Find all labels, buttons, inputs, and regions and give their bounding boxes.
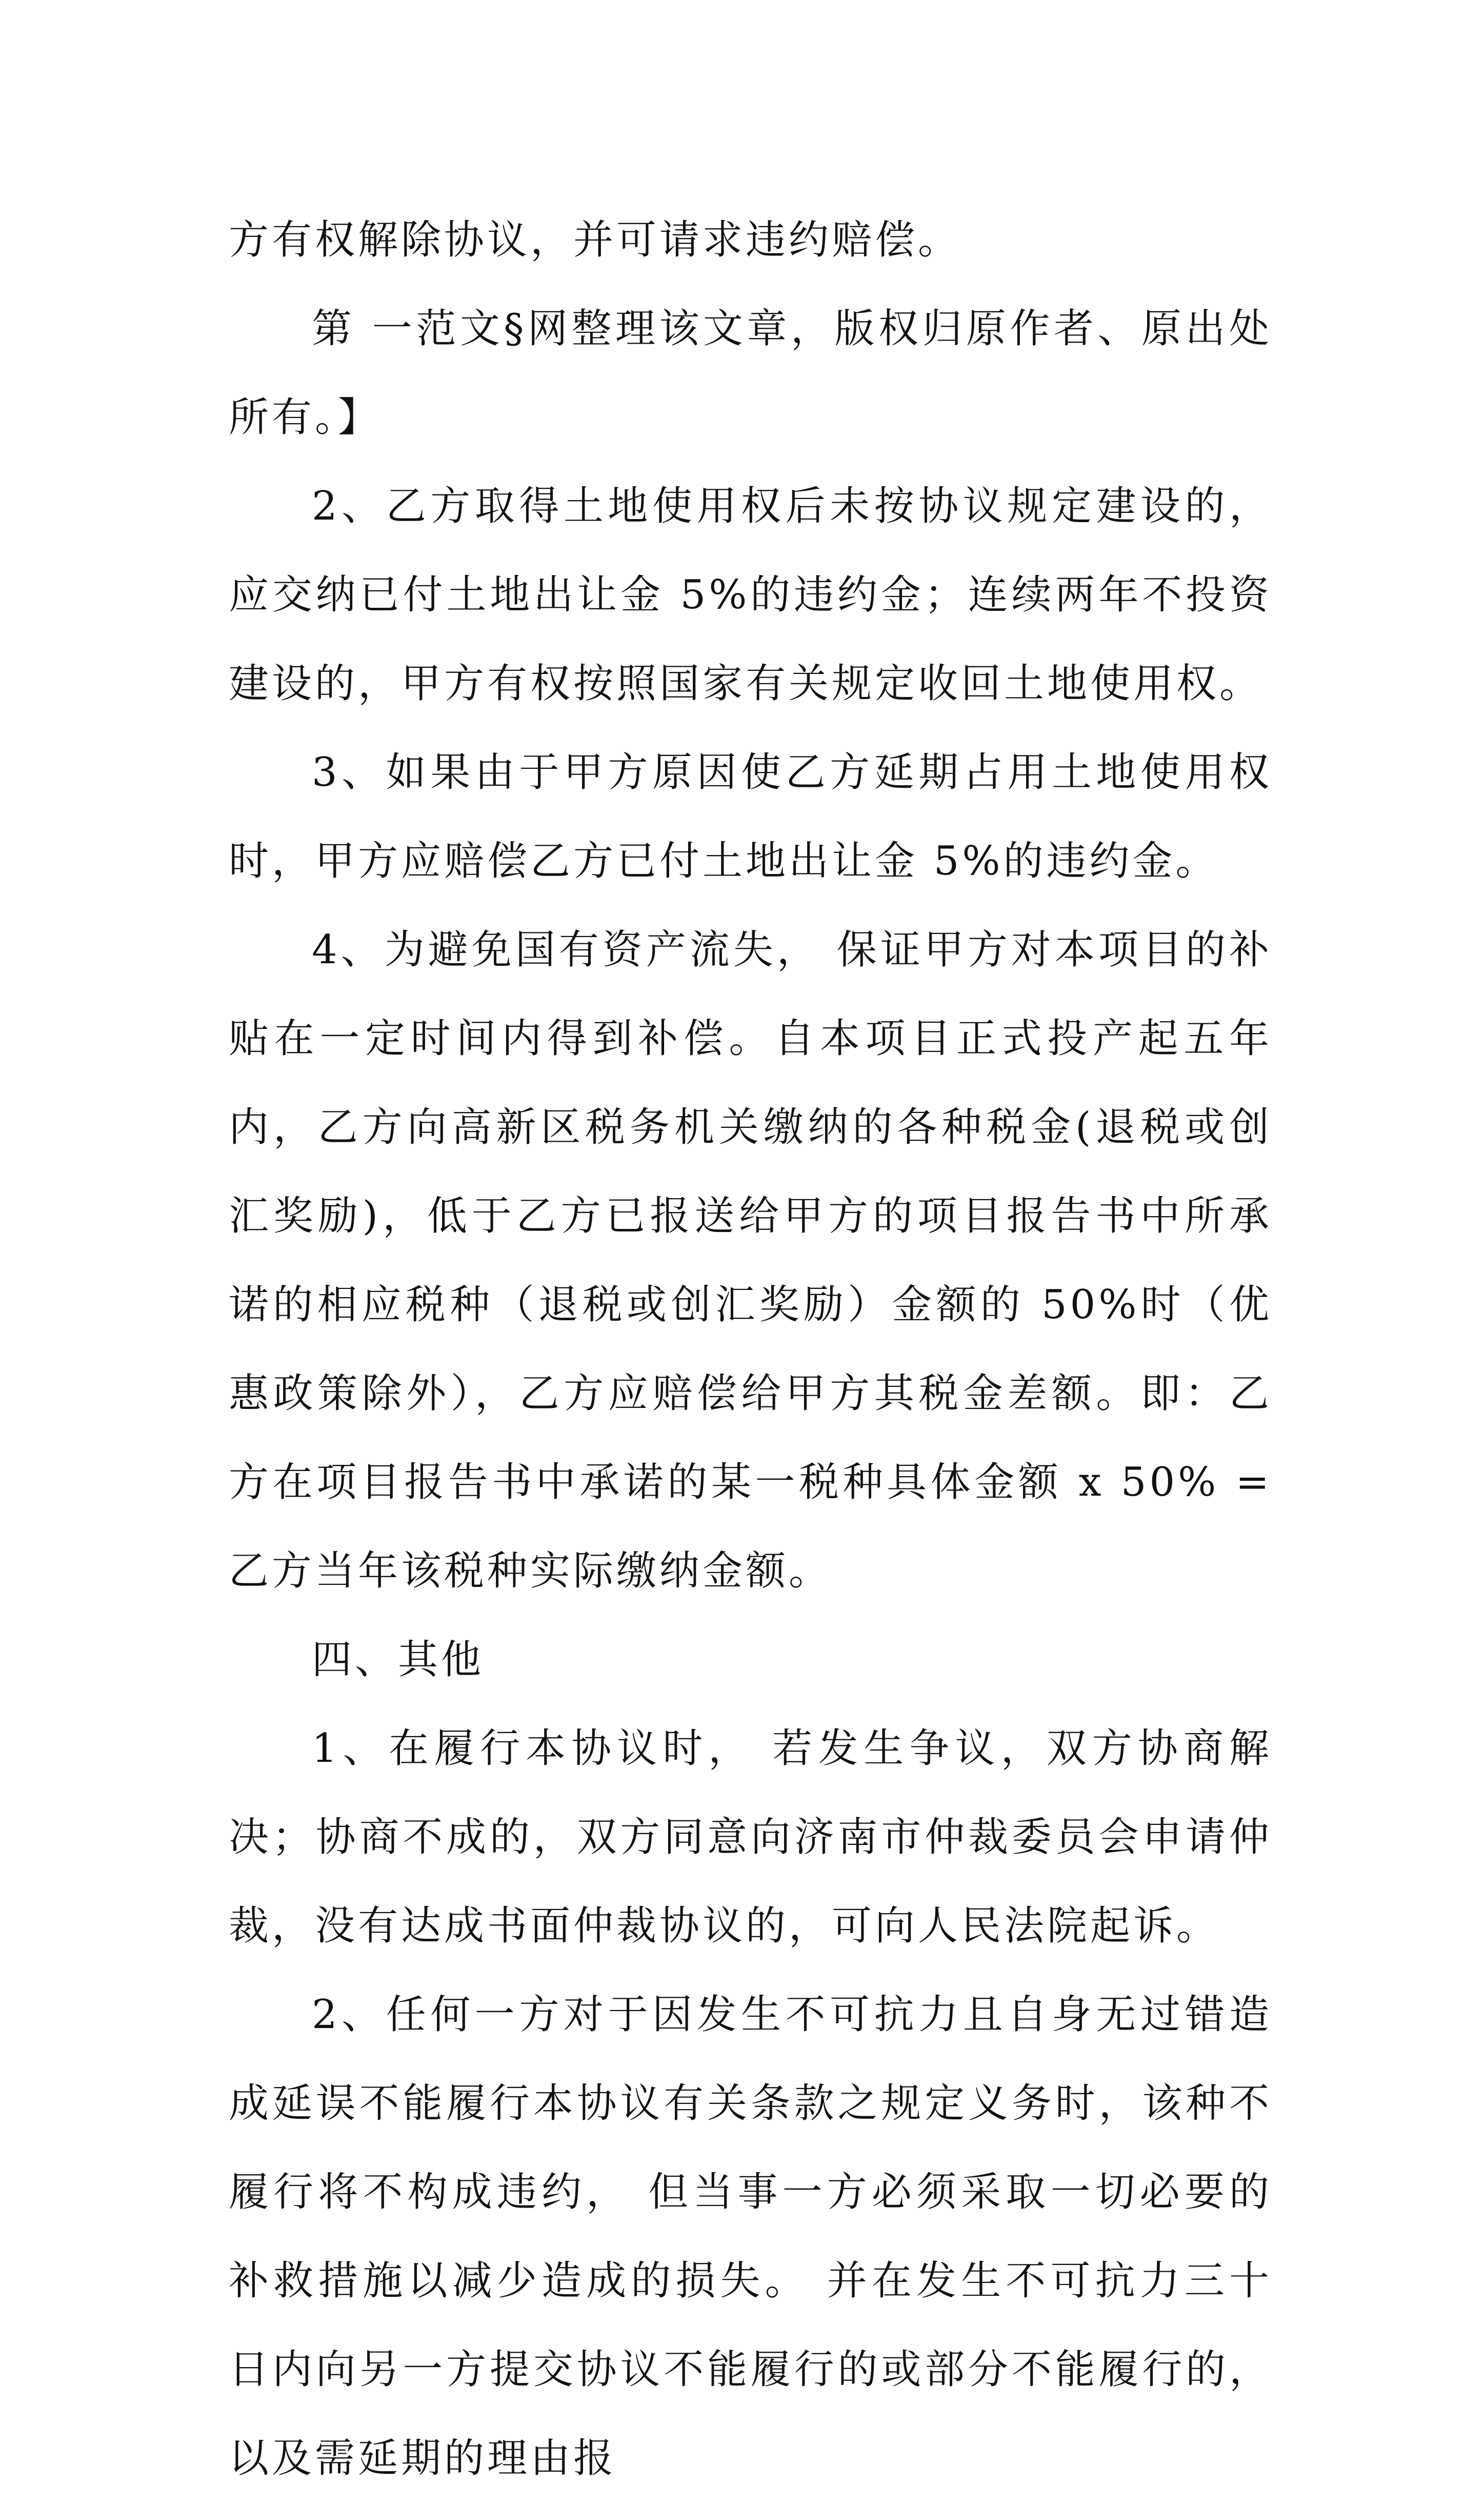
paragraph-other-1: 1、在履行本协议时， 若发生争议，双方协商解决；协商不成的，双方同意向济南市仲裁委员会申请仲裁，没有达成书面仲裁协议的，可向人民法院起诉。 bbox=[229, 1725, 1272, 1949]
paragraph-clause-2: 2、乙方取得土地使用权后未按协议规定建设的，应交纳已付土地出让金 5%的违约金；连续两年不投资建设的，甲方有权按照国家有关规定收回土地使用权。 bbox=[229, 483, 1272, 707]
paragraph-clause-3: 3、如果由于甲方原因使乙方延期占用土地使用权时，甲方应赔偿乙方已付土地出让金 5%的违约金。 bbox=[229, 749, 1272, 884]
paragraph-continuation: 方有权解除协议，并可请求违约赔偿。 bbox=[229, 217, 961, 263]
paragraph-clause-4: 4、为避免国有资产流失， 保证甲方对本项目的补贴在一定时间内得到补偿。自本项目正式投产起五年内，乙方向高新区税务机关缴纳的各种税金(退税或创汇奖励)，低于乙方已报送给甲方的项目报告书中所承诺的相应税种（退税或创汇奖励）金额的 50%时（优惠政策除外），乙方应赔偿给甲方其税金差额。即：乙方在项目报告书中承诺的某一税种具体金额 x 50% = 乙方当年该税种实际缴纳金额。 bbox=[229, 927, 1272, 1594]
paragraph-source-note: 第 一范文§网整理该文章，版权归原作者、原出处所有。】 bbox=[229, 306, 1272, 441]
paragraph-other-2: 2、任何一方对于因发生不可抗力且自身无过错造成延误不能履行本协议有关条款之规定义务时，该种不履行将不构成违约， 但当事一方必须采取一切必要的补救措施以减少造成的损失。 并在发生不可抗力三十日内向另一方提交协议不能履行的或部分不能履行的，以及需延期的理由报 bbox=[229, 1992, 1272, 2481]
section-heading-other: 四、其他 bbox=[312, 1637, 485, 1683]
document-body bbox=[229, 196, 1272, 2503]
